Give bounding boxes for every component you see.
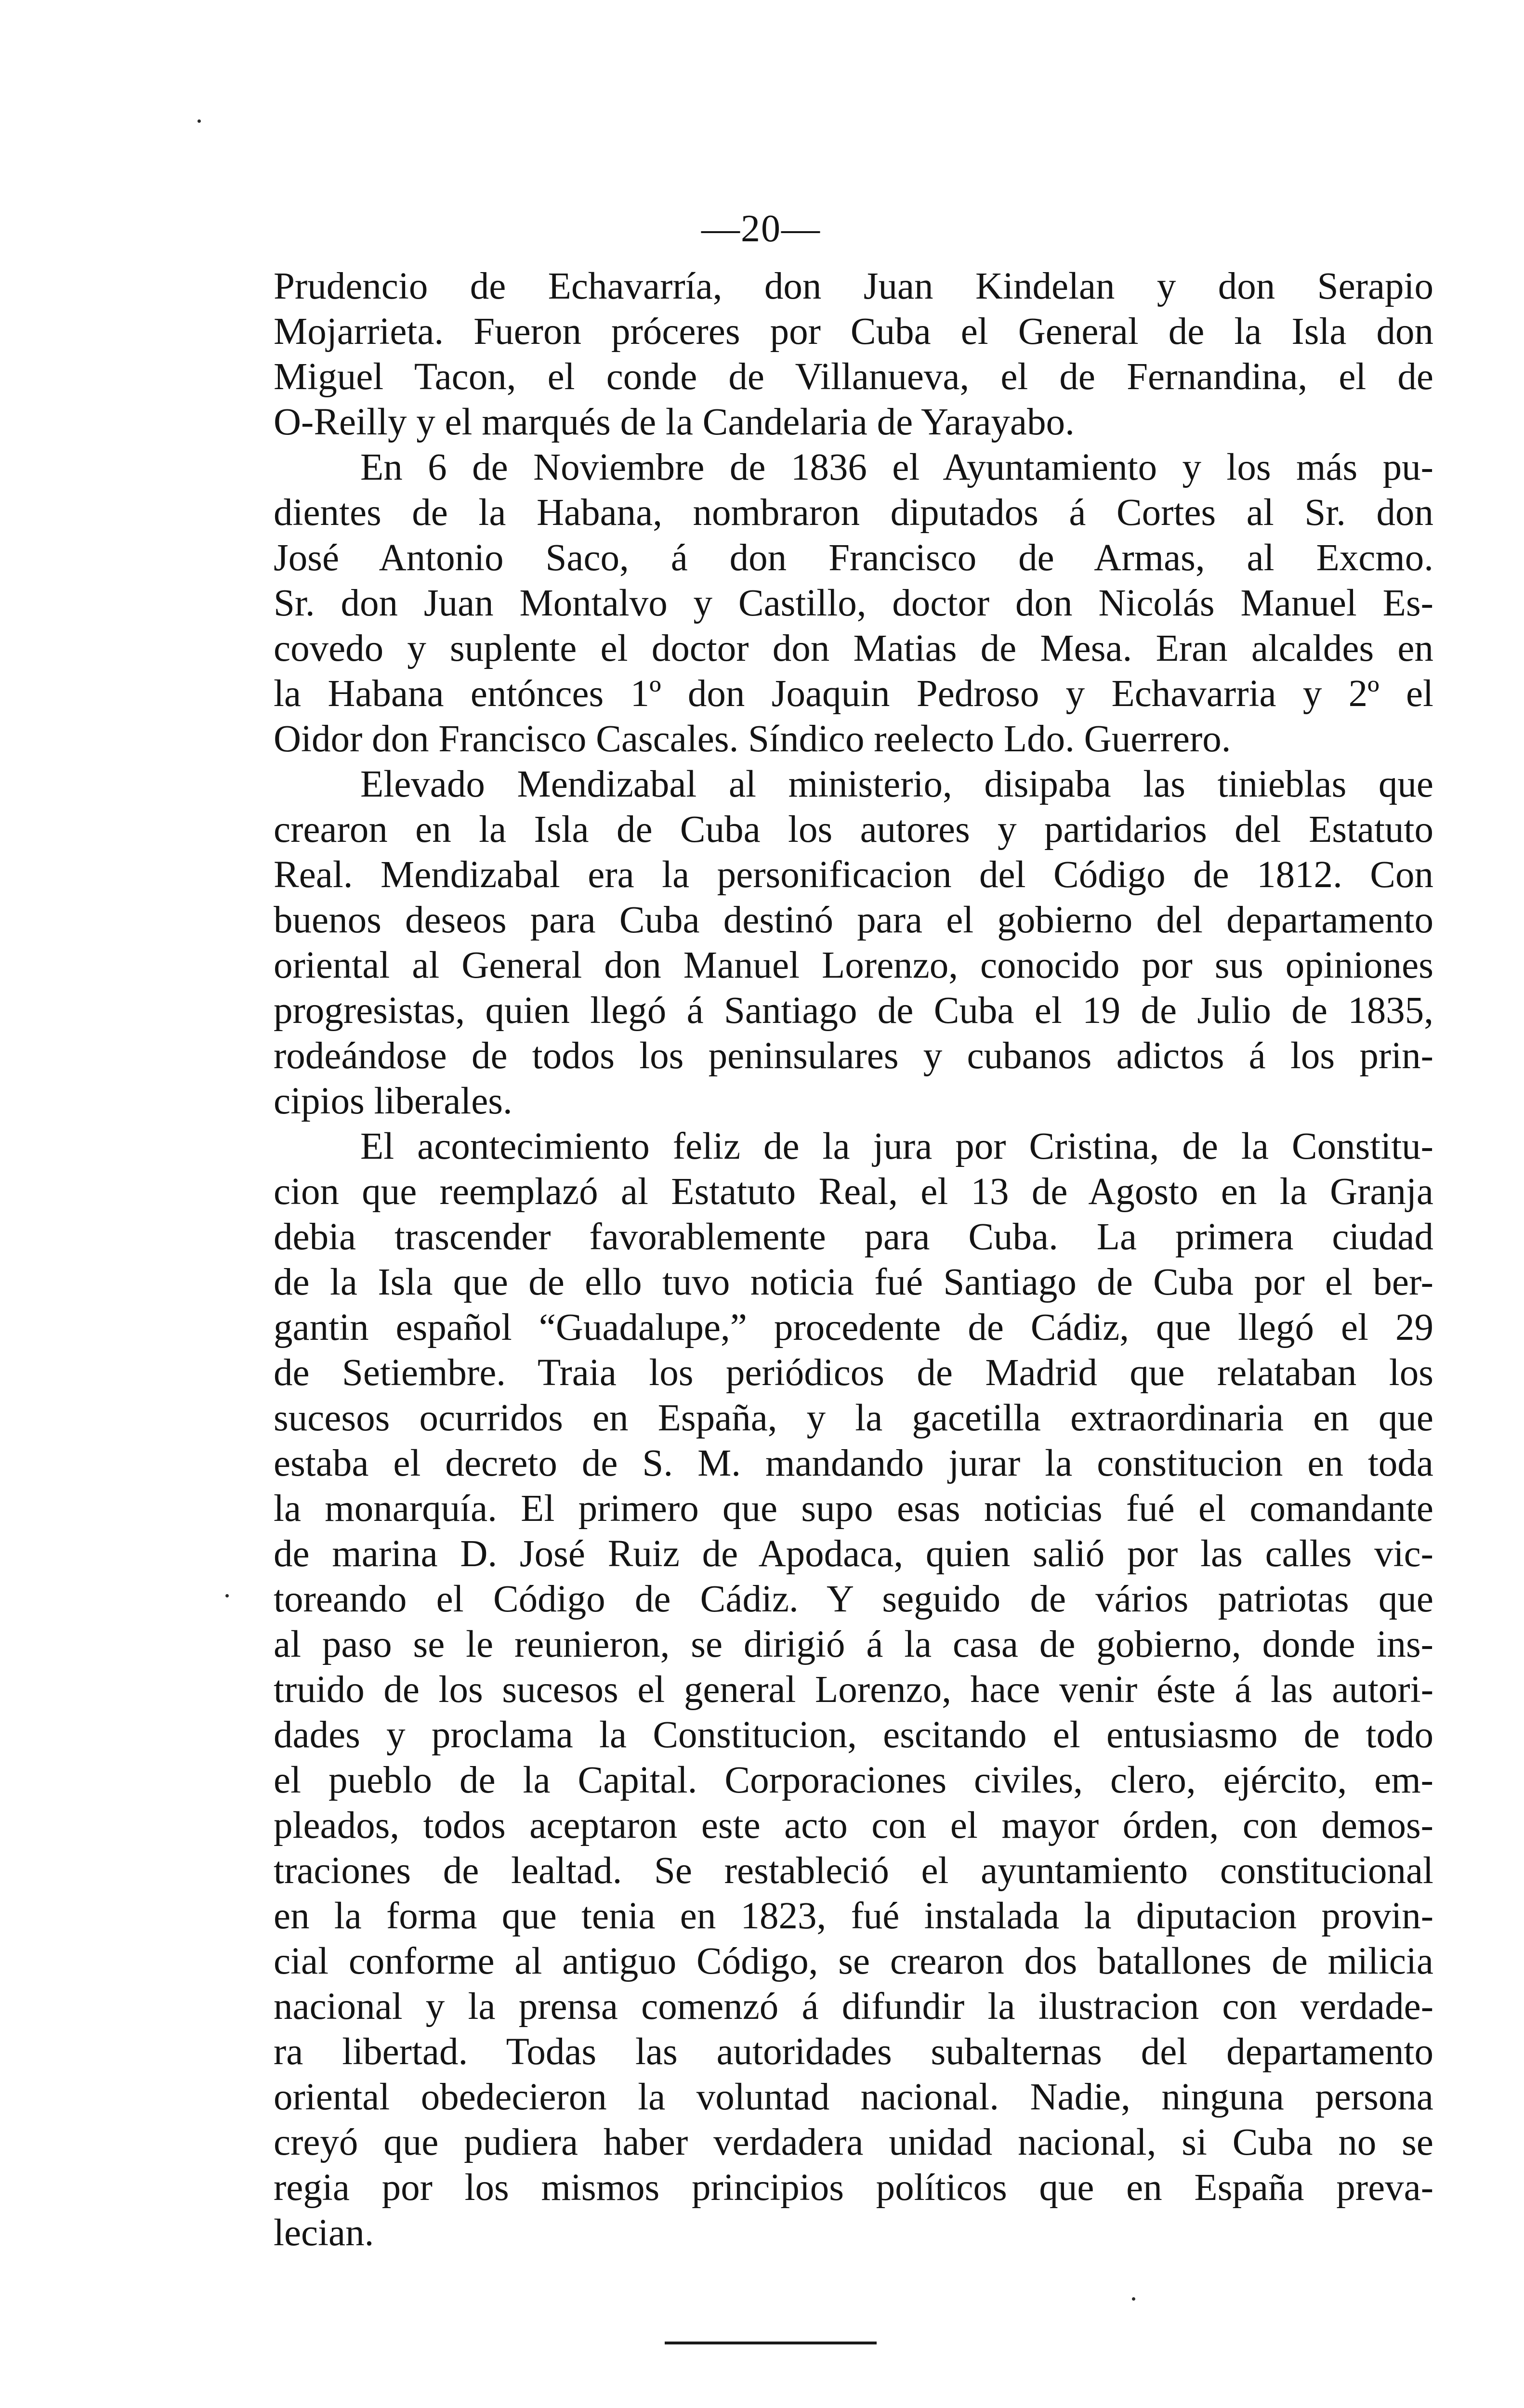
text-line: Prudencio de Echavarría, don Juan Kindelan y don Serapio: [274, 265, 1433, 307]
text-line: truido de los sucesos el general Lorenzo, hace venir éste á las autori-: [274, 1669, 1433, 1711]
text-line: traciones de lealtad. Se restableció el ayuntamiento constitucional: [274, 1850, 1433, 1892]
text-line: rodeándose de todos los peninsulares y cubanos adictos á los prin-: [274, 1035, 1433, 1077]
text-line: Sr. don Juan Montalvo y Castillo, doctor don Nicolás Manuel Es-: [274, 582, 1433, 624]
text-line: progresistas, quien llegó á Santiago de Cuba el 19 de Julio de 1835,: [274, 990, 1433, 1032]
text-line: Real. Mendizabal era la personificacion del Código de 1812. Con: [274, 854, 1433, 896]
text-line: gantin español “Guadalupe,” procedente de Cádiz, que llegó el 29: [274, 1307, 1433, 1348]
text-line: buenos deseos para Cuba destinó para el gobierno del departamento: [274, 899, 1433, 941]
text-line: crearon en la Isla de Cuba los autores y partidarios del Estatuto: [274, 809, 1433, 851]
paper-speck: [1132, 2297, 1135, 2301]
text-line: ra libertad. Todas las autoridades subalternas del departamento: [274, 2031, 1433, 2073]
text-line: de Setiembre. Traia los periódicos de Madrid que relataban los: [274, 1352, 1433, 1394]
text-line: oriental al General don Manuel Lorenzo, conocido por sus opiniones: [274, 944, 1433, 986]
text-line: cipios liberales.: [274, 1080, 512, 1122]
text-line: de la Isla que de ello tuvo noticia fué Santiago de Cuba por el ber-: [274, 1261, 1433, 1303]
body-text: [274, 264, 1433, 2256]
text-line: Oidor don Francisco Cascales. Síndico reelecto Ldo. Guerrero.: [274, 718, 1231, 760]
text-line: Miguel Tacon, el conde de Villanueva, el de Fernandina, el de: [274, 356, 1433, 398]
paper-speck: [225, 1594, 229, 1597]
text-line: estaba el decreto de S. M. mandando jurar la constitucion en toda: [274, 1442, 1433, 1484]
text-line: covedo y suplente el doctor don Matias de Mesa. Eran alcaldes en: [274, 628, 1433, 669]
text-line: José Antonio Saco, á don Francisco de Armas, al Excmo.: [274, 537, 1433, 579]
text-line: O-Reilly y el marqués de la Candelaria de Yarayabo.: [274, 401, 1075, 443]
text-line: nacional y la prensa comenzó á difundir la ilustracion con verdade-: [274, 1986, 1433, 2028]
text-line: debia trascender favorablemente para Cuba. La primera ciudad: [274, 1216, 1433, 1258]
text-line: cial conforme al antiguo Código, se crearon dos batallones de milicia: [274, 1940, 1433, 1982]
text-line: de marina D. José Ruiz de Apodaca, quien salió por las calles vic-: [274, 1533, 1433, 1575]
paper-speck: [197, 119, 201, 123]
text-line: en la forma que tenia en 1823, fué instalada la diputacion provin-: [274, 1895, 1433, 1937]
text-line: el pueblo de la Capital. Corporaciones civiles, clero, ejército, em-: [274, 1759, 1433, 1801]
text-line: En 6 de Noviembre de 1836 el Ayuntamiento y los más pu-: [360, 446, 1433, 488]
text-line: Elevado Mendizabal al ministerio, disipaba las tinieblas que: [360, 763, 1433, 805]
text-line: creyó que pudiera haber verdadera unidad nacional, si Cuba no se: [274, 2121, 1433, 2163]
text-line: Mojarrieta. Fueron próceres por Cuba el General de la Isla don: [274, 311, 1433, 353]
page-number: —20—: [701, 208, 821, 250]
text-line: la Habana entónces 1º don Joaquin Pedroso y Echavarria y 2º el: [274, 673, 1433, 715]
text-line: cion que reemplazó al Estatuto Real, el 13 de Agosto en la Granja: [274, 1171, 1433, 1213]
text-line: toreando el Código de Cádiz. Y seguido de vários patriotas que: [274, 1578, 1433, 1620]
text-line: pleados, todos aceptaron este acto con el mayor órden, con demos-: [274, 1805, 1433, 1846]
text-line: dades y proclama la Constitucion, escitando el entusiasmo de todo: [274, 1714, 1433, 1756]
text-line: la monarquía. El primero que supo esas noticias fué el comandante: [274, 1488, 1433, 1530]
text-line: dientes de la Habana, nombraron diputados á Cortes al Sr. don: [274, 492, 1433, 534]
text-line: oriental obedecieron la voluntad nacional. Nadie, ninguna persona: [274, 2076, 1433, 2118]
text-line: sucesos ocurridos en España, y la gacetilla extraordinaria en que: [274, 1397, 1433, 1439]
text-line: El acontecimiento feliz de la jura por Cristina, de la Constitu-: [360, 1125, 1433, 1167]
text-line: lecian.: [274, 2212, 374, 2254]
text-line: al paso se le reunieron, se dirigió á la casa de gobierno, donde ins-: [274, 1623, 1433, 1665]
footer-rule: [665, 2342, 877, 2344]
text-line: regia por los mismos principios políticos que en España preva-: [274, 2167, 1433, 2209]
